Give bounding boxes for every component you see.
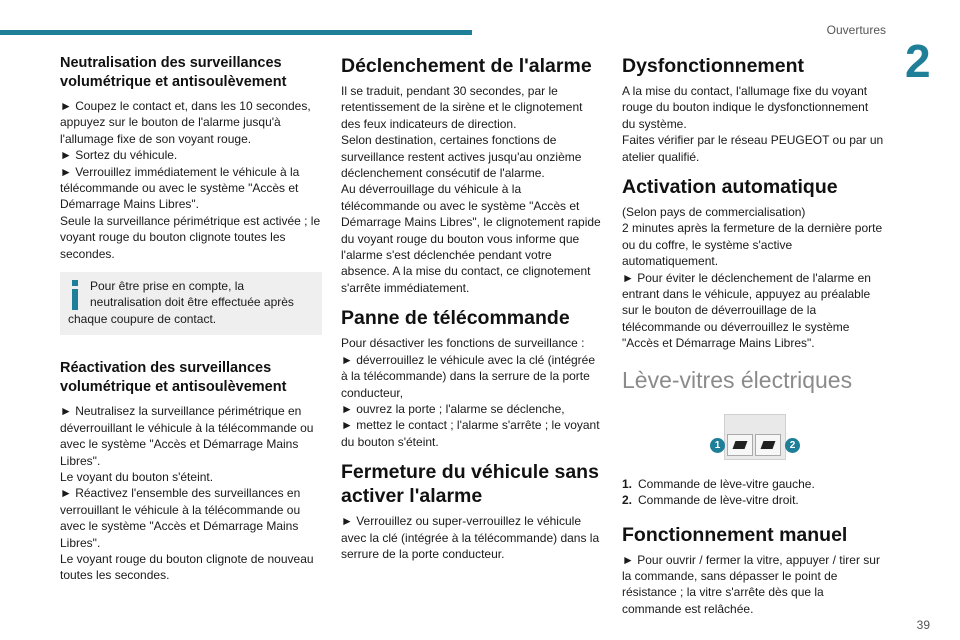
paragraph: 2 minutes après la fermeture de la dernière porte ou du coffre, le système s'active automatiquement. bbox=[622, 221, 883, 269]
heading-declenchement: Déclenchement de l'alarme bbox=[341, 55, 592, 77]
callout-badge-1: 1 bbox=[710, 438, 725, 453]
heading-fermeture-sans-alarme: Fermeture du véhicule sans activer l'alarme bbox=[341, 461, 599, 508]
paragraph: ► Sortez du véhicule. bbox=[60, 148, 178, 163]
info-icon bbox=[68, 280, 82, 310]
column-right bbox=[622, 54, 884, 617]
paragraph: A la mise du contact, l'allumage fixe du voyant rouge du bouton indique le dysfonctionnement du système. bbox=[622, 84, 869, 131]
section-name: Ouvertures bbox=[826, 23, 886, 37]
paragraph: ► Pour éviter le déclenchement de l'alarme en entrant dans le véhicule, appuyez au préalable sur le bouton de déverrouillage de la télécommande ou déverrouillez le système "Accès et Démarrage Mains Libres". bbox=[622, 270, 871, 351]
callout-badge-2: 2 bbox=[785, 438, 800, 453]
section-title-leve-vitres: Lève-vitres électriques bbox=[622, 366, 853, 393]
paragraph: Faites vérifier par le réseau PEUGEOT ou par un atelier qualifié. bbox=[622, 133, 884, 164]
info-note bbox=[60, 272, 322, 335]
heading-activation-automatique: Activation automatique bbox=[622, 176, 838, 199]
paragraph: ► Pour ouvrir / fermer la vitre, appuyer / tirer sur la commande, sans dépasser le point de résistance ; la vitre s'arrête dès que la commande est relâchée. bbox=[622, 552, 880, 616]
paragraph: (Selon pays de commercialisation) bbox=[622, 205, 806, 220]
paragraph: ► déverrouillez le véhicule avec la clé (intégrée à la télécommande) dans la serrure de la porte conducteur, bbox=[341, 352, 596, 400]
paragraph: Le voyant rouge du bouton clignote de nouveau toutes les secondes. bbox=[60, 551, 314, 583]
paragraph: Au déverrouillage du véhicule à la télécommande ou avec le système "Accès et Démarrage Mains Libres", le clignotement rapide du voyant rouge du bouton vous informe que l'alarme s'est déclenchée pendant votre absence. A la mise du contact, ce clignotement s'arrête immédiatement. bbox=[341, 182, 601, 295]
heading-neutralisation: Neutralisation des surveillances volumétrique et antisoulèvement bbox=[60, 55, 287, 90]
list-item bbox=[622, 476, 884, 492]
paragraph: Le voyant du bouton s'éteint. bbox=[60, 469, 214, 484]
paragraph: ► Neutralisez la surveillance périmétrique en déverrouillant le véhicule à la télécommande ou avec le système "Accès et Démarrage Mains Libres". bbox=[60, 404, 314, 468]
window-switch-illustration bbox=[708, 410, 798, 464]
column-middle bbox=[341, 54, 603, 562]
heading-panne-telecommande: Panne de télécommande bbox=[341, 307, 570, 330]
paragraph: ► ouvrez la porte ; l'alarme se déclenche, bbox=[341, 401, 565, 416]
paragraph: ► Verrouillez immédiatement le véhicule à la télécommande ou avec le système "Accès et Démarrage Mains Libres". bbox=[60, 164, 300, 212]
list-number: 1. bbox=[622, 476, 633, 491]
paragraph: ► Coupez le contact et, dans les 10 secondes, appuyez sur le bouton de l'alarme jusqu'à l'allumage fixe de son voyant rouge. bbox=[60, 99, 311, 146]
heading-dysfonctionnement: Dysfonctionnement bbox=[622, 55, 805, 77]
info-text: Pour être prise en compte, la neutralisation doit être effectuée après chaque coupure de contact. bbox=[68, 279, 294, 326]
list-number: 2. bbox=[622, 493, 633, 508]
header-accent-bar bbox=[0, 30, 472, 35]
paragraph: ► mettez le contact ; l'alarme s'arrête ; le voyant du bouton s'éteint. bbox=[341, 418, 600, 449]
paragraph: ► Verrouillez ou super-verrouillez le véhicule avec la clé (intégrée à la télécommande) dans la serrure de la porte conducteur. bbox=[341, 514, 600, 561]
heading-fonctionnement-manuel: Fonctionnement manuel bbox=[622, 523, 848, 546]
page-number: 39 bbox=[916, 618, 930, 632]
list-text: Commande de lève-vitre gauche. bbox=[638, 476, 815, 491]
heading-reactivation: Réactivation des surveillances volumétrique et antisoulèvement bbox=[60, 360, 287, 396]
right-window-switch-icon bbox=[755, 434, 781, 456]
paragraph: Selon destination, certaines fonctions de surveillance restent actives jusqu'au onzième déclenchement consécutif de l'alarme. bbox=[341, 133, 582, 181]
list-text: Commande de lève-vitre droit. bbox=[638, 493, 799, 508]
paragraph: ► Réactivez l'ensemble des surveillances en verrouillant le véhicule à la télécommande ou avec le système "Accès et Démarrage Mains Libres". bbox=[60, 486, 301, 550]
column-left bbox=[60, 54, 322, 584]
list-item bbox=[622, 492, 884, 508]
paragraph: Seule la surveillance périmétrique est activée ; le voyant rouge du bouton clignote toutes les secondes. bbox=[60, 213, 321, 261]
left-window-switch-icon bbox=[727, 434, 753, 456]
paragraph: Pour désactiver les fonctions de surveillance : bbox=[341, 336, 585, 351]
chapter-number: 2 bbox=[905, 35, 931, 87]
paragraph: Il se traduit, pendant 30 secondes, par le retentissement de la sirène et le clignotement des feux indicateurs de direction. bbox=[341, 84, 583, 131]
